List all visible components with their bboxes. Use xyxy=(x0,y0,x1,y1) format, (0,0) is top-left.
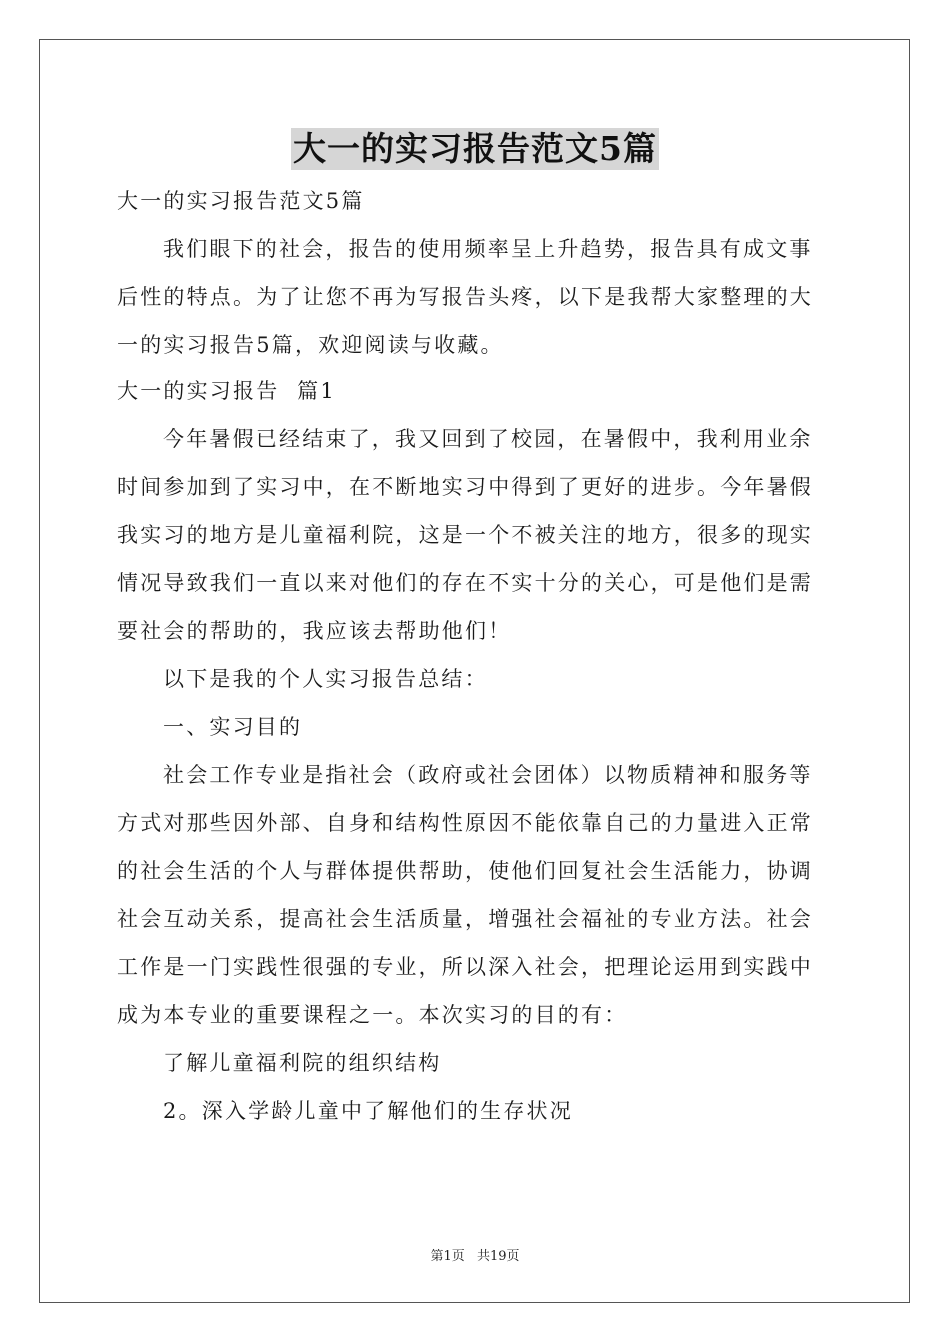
paragraph-line: 社会互动关系，提高社会生活质量，增强社会福祉的专业方法。社会 xyxy=(117,907,813,931)
title-container xyxy=(0,128,950,170)
paragraph-line: 情况导致我们一直以来对他们的存在不实十分的关心，可是他们是需 xyxy=(117,571,813,595)
intro-line: 一的实习报告5篇，欢迎阅读与收藏。 xyxy=(117,333,504,357)
paragraph-line: 成为本专业的重要课程之一。本次实习的目的有： xyxy=(117,1003,628,1027)
subtitle: 大一的实习报告范文5篇 xyxy=(117,189,365,213)
section-heading: 大一的实习报告 篇1 xyxy=(117,379,336,403)
page-footer xyxy=(0,1245,950,1264)
intro-line: 我们眼下的社会，报告的使用频率呈上升趋势，报告具有成文事 xyxy=(163,237,813,261)
paragraph-line: 今年暑假已经结束了，我又回到了校园，在暑假中，我利用业余 xyxy=(163,427,813,451)
paragraph-line: 工作是一门实践性很强的专业，所以深入社会，把理论运用到实践中 xyxy=(117,955,813,979)
paragraph-line: 要社会的帮助的，我应该去帮助他们！ xyxy=(117,619,512,643)
paragraph-line: 社会工作专业是指社会（政府或社会团体）以物质精神和服务等 xyxy=(163,763,813,787)
subsection-heading: 一、实习目的 xyxy=(163,715,303,739)
paragraph-line: 的社会生活的个人与群体提供帮助，使他们回复社会生活能力，协调 xyxy=(117,859,813,883)
page-total: 共19页 xyxy=(476,1249,520,1264)
document-body xyxy=(117,179,837,1135)
paragraph-line: 方式对那些因外部、自身和结构性原因不能依靠自己的力量进入正常 xyxy=(117,811,813,835)
list-item: 了解儿童福利院的组织结构 xyxy=(163,1051,442,1075)
paragraph-line: 时间参加到了实习中，在不断地实习中得到了更好的进步。今年暑假 xyxy=(117,475,813,499)
document-title: 大一的实习报告范文5篇 xyxy=(293,129,657,168)
list-item: 2。深入学龄儿童中了解他们的生存状况 xyxy=(163,1099,573,1123)
intro-line: 后性的特点。为了让您不再为写报告头疼，以下是我帮大家整理的大 xyxy=(117,285,813,309)
page-number: 第1页 xyxy=(430,1249,465,1264)
summary-intro: 以下是我的个人实习报告总结： xyxy=(163,667,488,691)
paragraph-line: 我实习的地方是儿童福利院，这是一个不被关注的地方，很多的现实 xyxy=(117,523,813,547)
